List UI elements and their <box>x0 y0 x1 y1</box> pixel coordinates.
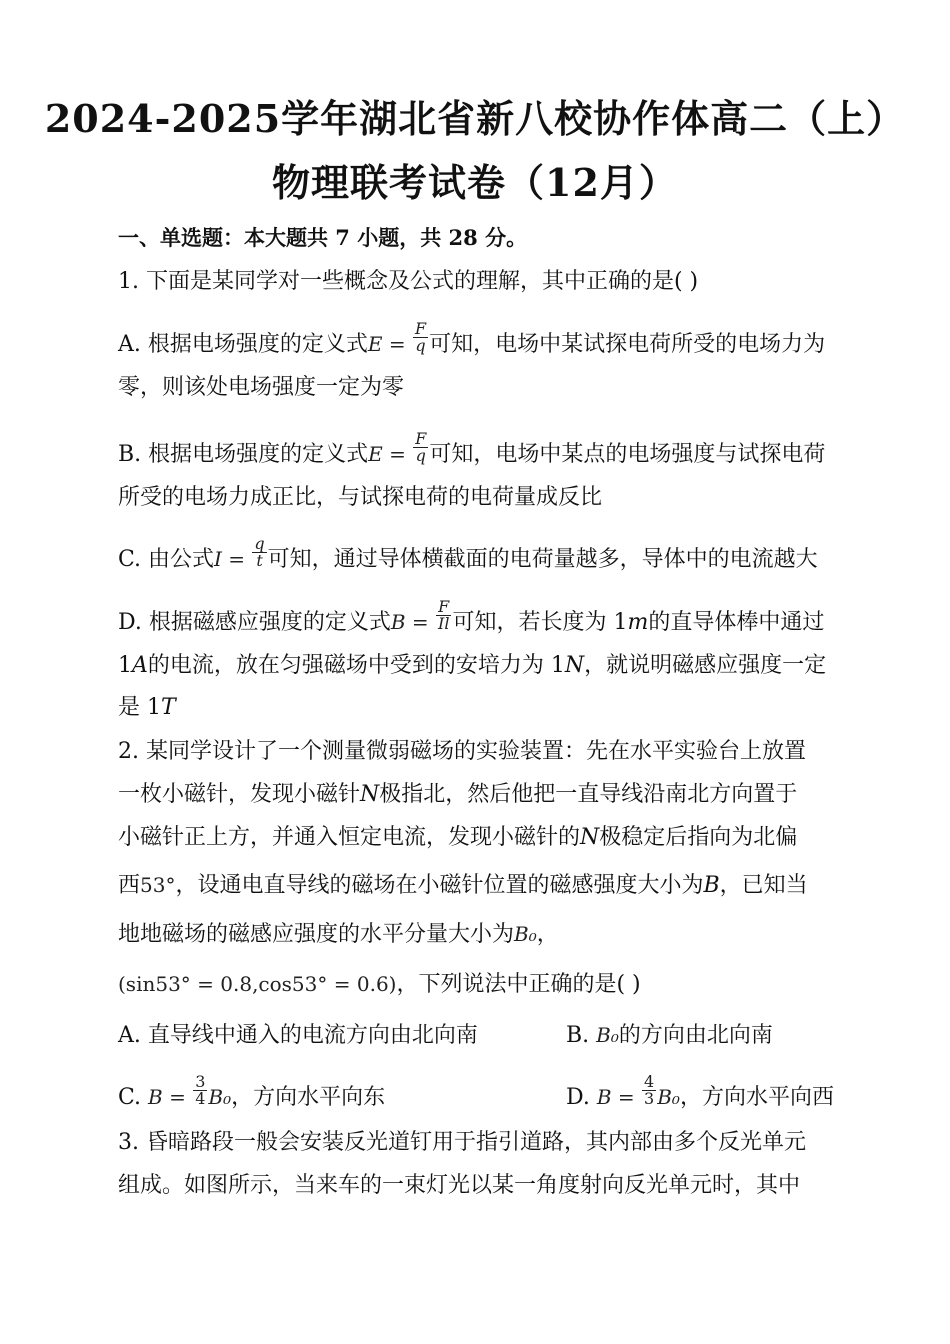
q1-b-text-post: 可知，电场中某点的电场强度与试探电荷 <box>429 442 826 467</box>
formula-b: B = $\frac{F}{Il}$ <box>390 597 450 634</box>
angle-value: 53° <box>140 873 176 897</box>
q2-option-d: D. B = $\frac{4}{3}$ B₀，方向水平向西 <box>566 1072 834 1110</box>
title-line-2: 物理联考试卷（12月） <box>272 160 678 205</box>
q1-b-text: B. 根据电场强度的定义式 <box>118 442 369 467</box>
formula-e-b: E = $\frac{F}{q}$ <box>368 429 427 466</box>
q1-option-b-line2: 所受的电场力成正比，与试探电荷的电荷量成反比 <box>118 485 603 510</box>
q2-option-c: C. B = $\frac{3}{4}$ B₀，方向水平向东 <box>118 1072 386 1110</box>
q1-a-text: A. 根据电场强度的定义式 <box>118 332 368 357</box>
q1-stem: 1. 下面是某同学对一些概念及公式的理解，其中正确的是( ) <box>118 269 699 294</box>
q1-option-d: D. 根据磁感应强度的定义式B = $\frac{F}{Il}$ 可知，若长度为 1m的直导体棒中通过 <box>118 597 825 635</box>
q2-line-5: 地地磁场的磁感应强度的水平分量大小为B₀， <box>118 922 559 947</box>
q1-option-b <box>118 429 826 472</box>
q2-line-3: 小磁针正上方，并通入恒定电流，发现小磁针的N极稳定后指向为北偏 <box>118 825 798 850</box>
formula-i: I = $\frac{q}{t}$ <box>214 534 265 571</box>
section-heading: 一、单选题：本大题共 7 小题，共 28 分。 <box>118 225 528 250</box>
q1-option-c <box>118 534 818 577</box>
q3-line-1: 3. 昏暗路段一般会安装反光道钉用于指引道路，其内部由多个反光单元 <box>118 1130 806 1155</box>
q1-option-a <box>118 319 826 362</box>
q2-line-1: 2. 某同学设计了一个测量微弱磁场的实验装置：先在水平实验台上放置 <box>118 739 806 764</box>
q1-option-a-line2: 零，则该处电场强度一定为零 <box>118 375 405 400</box>
q2-line-4: 西53°，设通电直导线的磁场在小磁针位置的磁感强度大小为B，已知当 <box>118 873 808 898</box>
b0-symbol: B₀ <box>514 922 537 946</box>
q2-line-6: (sin53° = 0.8,cos53° = 0.6)，下列说法中正确的是( ) <box>118 972 641 997</box>
q3-line-2: 组成。如图所示，当来车的一束灯光以某一角度射向反光单元时，其中 <box>118 1173 801 1198</box>
q1-option-d-line3: 是 1T <box>118 695 176 720</box>
q2-line-2: 一枚小磁针，发现小磁针N极指北，然后他把一直导线沿南北方向置于 <box>118 782 798 807</box>
q1-a-text-post: 可知，电场中某试探电荷所受的电场力为 <box>429 332 826 357</box>
q2-option-a: A. 直导线中通入的电流方向由北向南 <box>118 1023 478 1048</box>
title-line-1: 2024-2025学年湖北省新八校协作体高二（上） <box>44 96 906 141</box>
q1-d-text: D. 根据磁感应强度的定义式 <box>118 610 391 635</box>
formula-e: E = $\frac{F}{q}$ <box>367 319 427 356</box>
q1-c-text: C. 由公式 <box>118 547 215 572</box>
q1-c-text-post: 可知，通过导体横截面的电荷量越多，导体中的电流越大 <box>267 547 818 572</box>
q1-option-d-line2: 1A的电流，放在匀强磁场中受到的安培力为 1N，就说明磁感应强度一定 <box>118 653 827 678</box>
q2-option-b: B. B₀的方向由北向南 <box>566 1023 773 1048</box>
given-values: (sin53° = 0.8,cos53° = 0.6) <box>118 972 397 996</box>
